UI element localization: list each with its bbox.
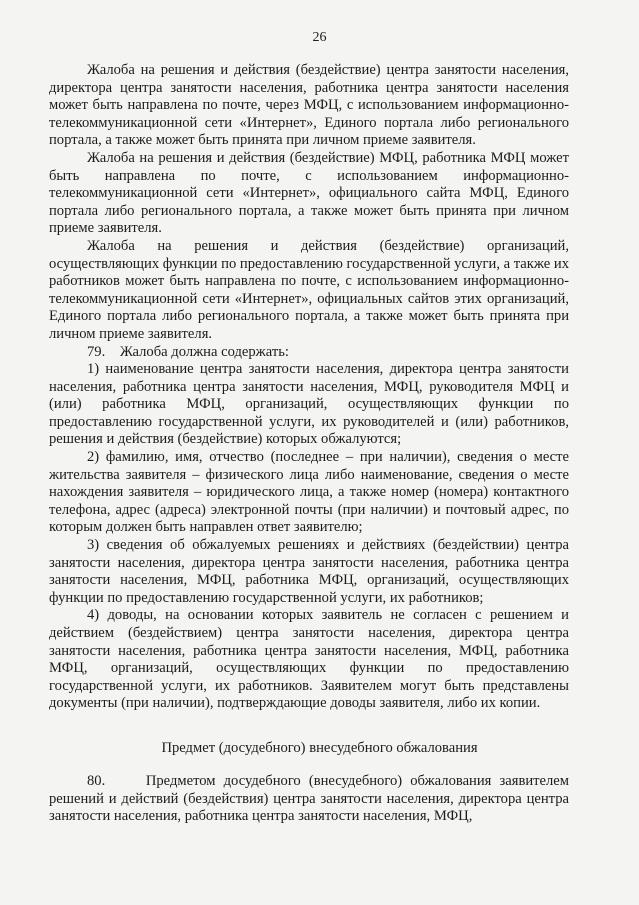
paragraph-complaint-mfc: Жалоба на решения и действия (бездействие) МФЦ, работника МФЦ может быть направлена по почте, с использованием информационно-телекоммуникационной сети «Интернет», официального сайта МФЦ, Единого портала либо регионального портала, а также может быть принята при личном приеме заявителя. xyxy=(49,149,569,237)
paragraph-item-79: 79. Жалоба должна содержать: xyxy=(87,343,289,360)
document-body-continued xyxy=(49,773,569,826)
section-heading: Предмет (досудебного) внесудебного обжалования xyxy=(161,740,478,756)
paragraph-complaint-employment-center: Жалоба на решения и действия (бездействие) центра занятости населения, директора центра занятости населения, работника центра занятости населения может быть направлена по почте, через МФЦ, с использованием информационно-телекоммуникационной сети «Интернет», Единого портала либо регионального портала, а также может быть принята при личном приеме заявителя. xyxy=(49,62,569,149)
paragraph-subitem-2: 2) фамилию, имя, отчество (последнее – при наличии), сведения о месте жительства заявителя – физического лица либо наименование, сведения о месте нахождения заявителя – юридического лица, а также номер (номера) контактного телефона, адрес (адреса) электронной почты (при наличии) и почтовый адрес, по которым должен быть направлен ответ заявителю; xyxy=(49,449,569,536)
document-body xyxy=(49,62,569,713)
paragraph-item-80: 80. Предметом досудебного (внесудебного) обжалования заявителем решений и действий (бездействия) центра занятости населения, директора центра занятости населения, работника центра занятости населения, МФЦ, xyxy=(49,773,569,825)
paragraph-complaint-organizations: Жалоба на решения и действия (бездействие) организаций, осуществляющих функции по предоставлению государственной услуги, а также их работников может быть направлена по почте, с использованием информационно-телекоммуникационной сети «Интернет», официальных сайтов этих организаций, Единого портала либо регионального портала, а также может быть принята при личном приеме заявителя. xyxy=(49,237,569,342)
page-number: 26 xyxy=(312,30,327,45)
paragraph-subitem-4: 4) доводы, на основании которых заявитель не согласен с решением и действием (бездействием) центра занятости населения, директора центра занятости населения, работника центра занятости населения, МФЦ, работника МФЦ, организаций, осуществляющих функции по предоставлению государственной услуги, их работников. Заявителем могут быть представлены документы (при наличии), подтверждающие доводы заявителя, либо их копии. xyxy=(49,607,569,712)
paragraph-subitem-1: 1) наименование центра занятости населения, директора центра занятости населения, работника центра занятости населения, МФЦ, руководителя МФЦ и (или) работника МФЦ, организаций, осуществляющих функции по предоставлению государственной услуги, их руководителей и (или) работников, решения и действия (бездействие) которых обжалуются; xyxy=(49,361,569,448)
paragraph-subitem-3: 3) сведения об обжалуемых решениях и действиях (бездействии) центра занятости населения, директора центра занятости населения, работника центра занятости населения, МФЦ, работника МФЦ, организаций, осуществляющих функции по предоставлению государственной услуги, их работников; xyxy=(49,537,569,606)
